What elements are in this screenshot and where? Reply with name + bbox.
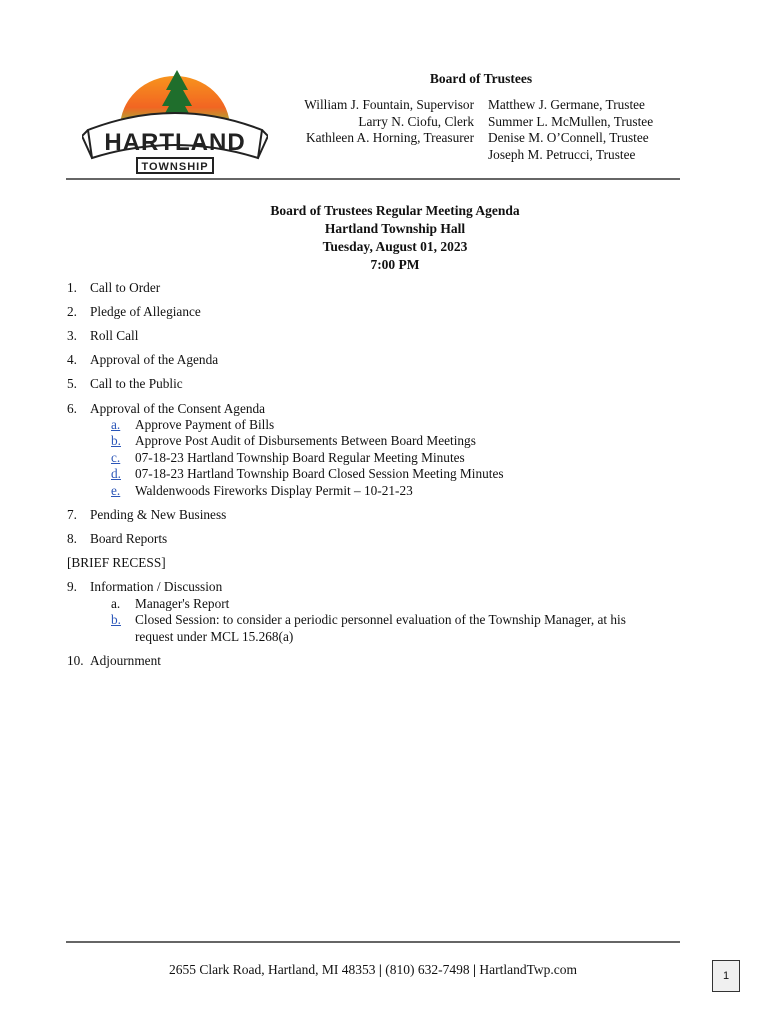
item-text: [BRIEF RECESS] [67,555,166,570]
trustee: Summer L. McMullen, Trustee [488,113,654,129]
item-text: Information / Discussion [90,579,223,594]
hartland-township-logo [82,66,268,178]
sub-item-text: Approve Post Audit of Disbursements Between Board Meetings [135,433,476,448]
item-text: Approval of the Agenda [90,352,219,367]
trustee: Denise M. O’Connell, Trustee [488,130,649,145]
brief-recess [67,555,707,572]
item-number: 1. [67,280,77,295]
sub-item-letter: a. [111,596,121,611]
agenda-item [67,352,707,369]
meeting-title: Board of Trustees Regular Meeting Agenda [270,203,520,218]
sub-item-text: Waldenwoods Fireworks Display Permit – 10-21-23 [135,483,413,498]
item-number: 5. [67,376,77,391]
sub-item-text: Approve Payment of Bills [135,417,275,432]
officer-supervisor: William J. Fountain, Supervisor [304,97,474,112]
item-text: Call to Order [90,280,161,295]
svg-text:HARTLAND: HARTLAND [104,129,246,156]
trustees-list [488,97,688,163]
item-number: 6. [67,401,77,416]
agenda-item [67,304,707,321]
meeting-date: Tuesday, August 01, 2023 [322,239,468,254]
footer-phone: (810) 632-7498 [385,962,470,977]
agenda-item [67,531,707,548]
sub-item-link[interactable]: d. [111,466,121,481]
meeting-heading [150,202,640,274]
consent-sub-item [111,417,671,434]
item-text: Board Reports [90,531,168,546]
sub-item-text: 07-18-23 Hartland Township Board Regular Meeting Minutes [135,450,465,465]
agenda-item [67,579,707,596]
trustee: Joseph M. Petrucci, Trustee [488,146,636,162]
sub-item-text: Closed Session: to consider a periodic personnel evaluation of the Township Manager, at his request under MCL 15.268(a) [135,612,626,644]
item-number: 8. [67,531,77,546]
item-text: Call to the Public [90,376,183,391]
sub-item-link[interactable]: a. [111,417,121,432]
trustee: Matthew J. Germane, Trustee [488,97,645,112]
sub-item-text: Manager's Report [135,596,230,611]
header-divider [66,178,680,180]
agenda-item [67,401,707,418]
page-number: 1 [712,960,740,992]
sub-item-link[interactable]: e. [111,483,121,498]
footer-divider [66,941,680,943]
item-number: 2. [67,304,77,319]
sub-item-link[interactable]: b. [111,612,121,627]
item-text: Pledge of Allegiance [90,304,201,319]
agenda-item [67,507,707,524]
item-number: 7. [67,507,77,522]
meeting-location: Hartland Township Hall [324,221,466,236]
item-number: 9. [67,579,77,594]
agenda-item [67,653,707,670]
info-sub-item [111,596,671,613]
item-number: 4. [67,352,77,367]
board-title: Board of Trustees [429,71,533,86]
svg-text:TOWNSHIP: TOWNSHIP [141,161,209,173]
footer [66,962,680,978]
sub-item-link[interactable]: c. [111,450,121,465]
item-number: 10. [67,653,84,668]
sub-item-text: 07-18-23 Hartland Township Board Closed Session Meeting Minutes [135,466,504,481]
item-text: Roll Call [90,328,139,343]
info-sub-item [111,612,671,645]
item-number: 3. [67,328,77,343]
footer-website[interactable]: HartlandTwp.com [479,962,578,977]
footer-separator: | [378,962,382,977]
sub-item-link[interactable]: b. [111,433,121,448]
officer-clerk: Larry N. Ciofu, Clerk [358,113,474,129]
consent-sub-item [111,450,671,467]
footer-address: 2655 Clark Road, Hartland, MI 48353 [168,962,376,977]
item-text: Pending & New Business [90,507,227,522]
item-text: Adjournment [90,653,161,668]
officers-list [262,97,474,147]
consent-sub-item [111,433,671,450]
consent-sub-item [111,466,671,483]
consent-sub-item [111,483,671,500]
agenda-item [67,328,707,345]
footer-separator: | [473,962,477,977]
agenda-item [67,280,707,297]
item-text: Approval of the Consent Agenda [90,401,266,416]
meeting-time: 7:00 PM [370,257,420,272]
officer-treasurer: Kathleen A. Horning, Treasurer [305,130,474,145]
agenda-item [67,376,707,393]
